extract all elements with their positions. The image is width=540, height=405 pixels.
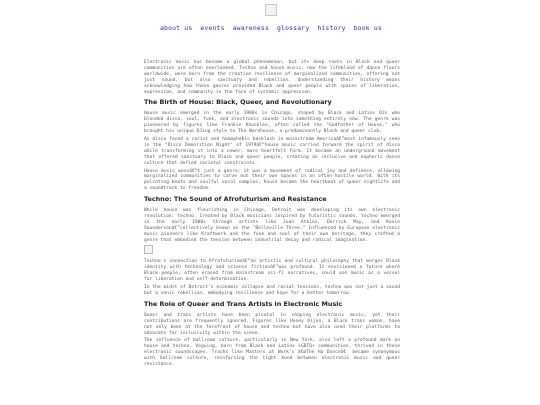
section-heading-house: The Birth of House: Black, Queer, and Revolutionary [144,98,332,107]
section-heading-queer-trans: The Role of Queer and Trans Artists in Electronic Music [144,299,343,308]
intro-paragraph: Electronic music has become a global phenomenon, but its deep roots in Black and queer communities are often overlooked. Techno and house music, now the lifeblood of dance floors worldwide, were born from the creative resilience of marginalized communities, offering not just sound, but also sanctuary and rebellion. Understanding their history means acknowledging how these genres provided Black and queer people with spaces of liberation, expression, and community in the face of systemic oppression. [144,60,400,95]
paragraph: The influence of ballroom culture, particularly in New York, also left a profound mark on house and techno. Voguing, born from Black and Latinx LGBTQ+ communities, thrived in these electronic soundscapes. Tracks like Masters at Work's â€œThe Ha Danceâ€ became synonymous with ballroom culture, reinforcing the tight bond between electronic music and queer resistance. [144,338,400,368]
nav-link-book-us[interactable]: book us [353,24,382,32]
nav-link-glossary[interactable]: glossary [276,24,310,32]
nav-link-awareness[interactable]: awareness [232,24,270,32]
nav-link-history[interactable]: history [317,24,346,32]
paragraph: In the midst of Detroit's economic collapse and racial tensions, techno was not just a sound but a sonic rebellion, embodying resilience and hope for a better tomorrow. [144,285,400,296]
paragraph: As disco faced a racist and homophobic backlash in mainstream Americaâ€”most infamously seen in the "Disco Demolition Night" of 1979â€”house music carried forward the spirit of disco while transforming it into a newer, more heartfelt form. It became an underground movement that offered sanctuary to Black and queer people, creating an inclusive and euphoric dance culture that defied societal constraints. [144,136,400,166]
paragraph: Queer and trans artists have been pivotal in shaping electronic music, yet their contributions are frequently ignored. Figures like Honey Dijon, a Black trans woman, have not only been at the forefront of house and techno but have also used their platforms to advocate for inclusivity within the scene. [144,312,400,336]
broken-image-icon [144,245,153,254]
site-logo-image[interactable] [265,4,277,16]
paragraph: House music wasnâ€™t just a genre; it was a movement of radical joy and defiance, allowing marginalized communities to carve out their own spaces in an often-hostile world. With its pulsating beats and soulful vocal samples, house became the heartbeat of queer nightlife and a soundtrack to freedom. [144,168,400,192]
article-content [144,60,400,370]
nav-link-about-us[interactable]: about us [160,24,193,32]
paragraph: While house was flourishing in Chicago, Detroit was developing its own electronic revolution: techno. Created by Black musicians inspired by futuristic sounds, techno emerged in the early 1980s through artists like Juan Atkins, Derrick May, and Kevin Saundersonâ€”collectively known as the "Belleville Three." Influenced by European electronic music pioneers like Kraftwerk and the funk and soul of their own heritage, they crafted a genre that embodied the tension between industrial decay and radical imagination. [144,208,400,243]
nav-link-events[interactable]: events [200,24,225,32]
paragraph: Techno's connection to Afrofuturismâ€”an artistic and cultural philosophy that merges Black identity with technology and science fictionâ€”was profound. It envisioned a future where Black people, often erased from mainstream sci-fi narratives, could use music as a vessel for liberation and self-determination. [144,259,400,283]
main-nav [160,24,382,32]
section-heading-techno: Techno: The Sound of Afrofuturism and Resistance [144,195,327,204]
paragraph: House music emerged in the early 1980s in Chicago, shaped by Black and Latinx DJs who blended disco, soul, funk, and electronic sounds into something entirely new. The genre was pioneered by figures like Frankie Knuckles, often called the "Godfather of House," who brought his unique DJing style to The Warehouse, a predominantly Black and queer club. [144,111,400,135]
